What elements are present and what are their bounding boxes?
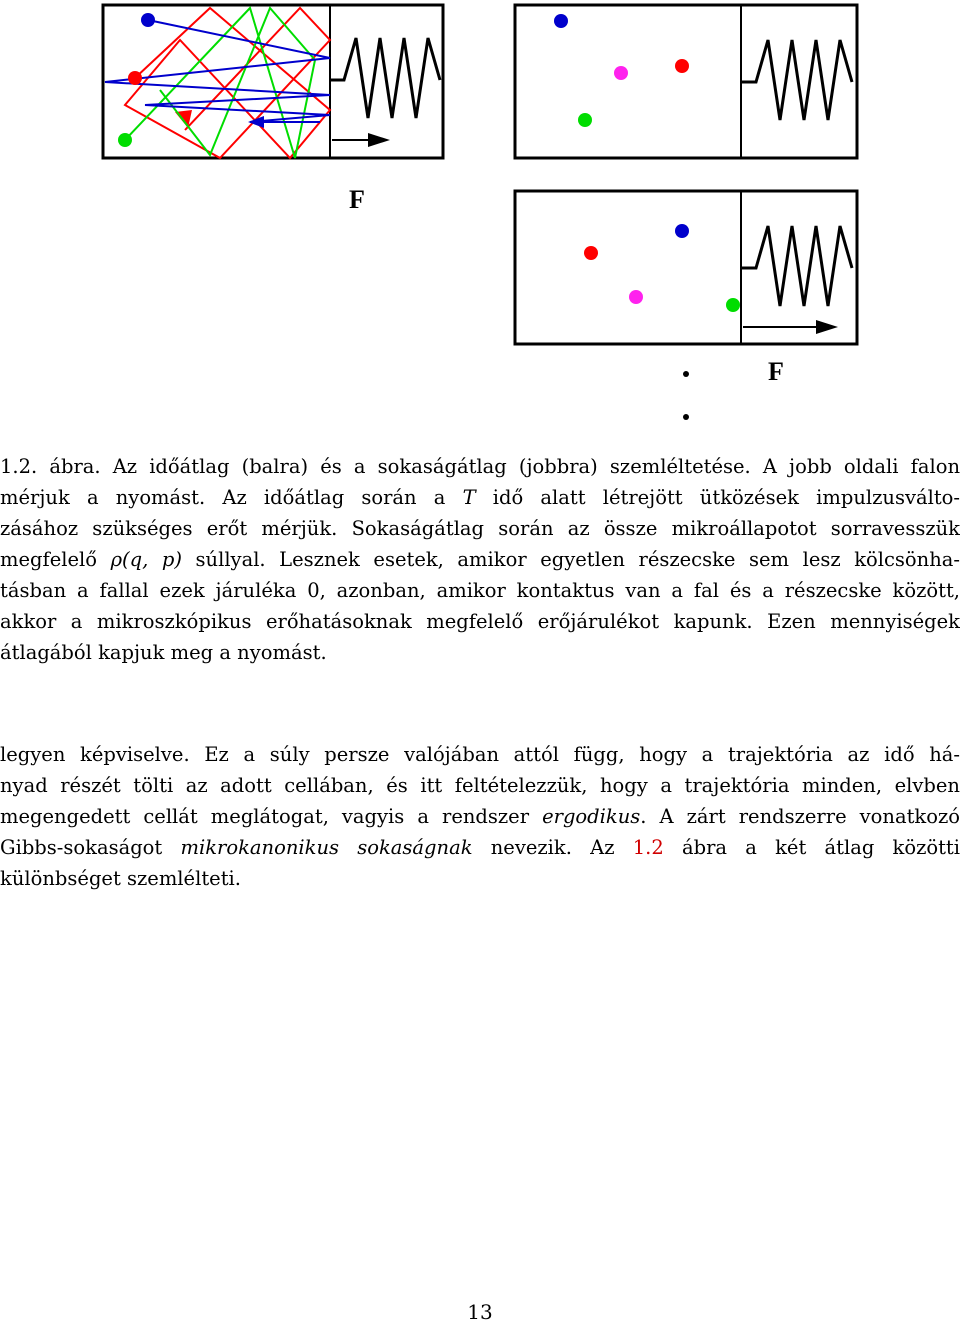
left-force-label: F (349, 185, 365, 214)
spring (330, 38, 440, 118)
blue-particle (141, 13, 155, 27)
caption-line: megfelelő ρ(q, p) súllyal. Lesznek esetek, amikor egyetlen részecske sem lesz kölcsönha- (0, 548, 960, 571)
green-particle (726, 298, 740, 312)
blue-particle (554, 14, 568, 28)
caption-line: tásban a fallal ezek járuléka 0, azonban, amikor kontaktus van a fal és a részecske között, (0, 579, 960, 602)
force-arrowhead (368, 133, 390, 147)
blue-particle (675, 224, 689, 238)
caption-line: 1.2. ábra. Az időátlag (balra) és a sokaságátlag (jobbra) szemléltetése. A jobb oldali falon (0, 455, 960, 478)
caption-line: mérjuk a nyomást. Az időátlag során a T idő alatt létrejött ütközések impulzusválto- (0, 486, 960, 509)
body-paragraph (0, 739, 960, 894)
right-force-label: F (768, 357, 784, 386)
paragraph-line: nyad részét tölti az adott cellában, és itt feltételezzük, hogy a trajektória minden, elvben (0, 774, 960, 797)
container-box (515, 191, 857, 344)
ensemble-snapshot-2 (512, 188, 860, 348)
caption-line: akkor a mikroszkópikus erőhatásoknak megfelelő erőjárulékot kapunk. Ezen mennyiségek (0, 610, 960, 633)
time-average-figure (100, 0, 446, 162)
container-box (515, 5, 857, 158)
blue-trajectory (105, 20, 330, 122)
paragraph-line: különbséget szemlélteti. (0, 867, 241, 890)
page-number: 13 (467, 1300, 493, 1324)
figure-reference-link[interactable]: 1.2 (632, 836, 664, 859)
ensemble-snapshot-1 (512, 2, 860, 162)
figure-caption (0, 451, 960, 668)
red-particle (128, 71, 142, 85)
green-particle (578, 113, 592, 127)
spring (741, 226, 852, 306)
magenta-particle (614, 66, 628, 80)
continuation-dots (680, 360, 692, 434)
caption-line: zásához szükséges erőt mérjük. Sokaságátlag során az össze mikroállapotot sorravesszük (0, 517, 960, 540)
force-arrowhead (816, 320, 838, 334)
red-particle (675, 59, 689, 73)
paragraph-line: Gibbs-sokaságot mikrokanonikus sokaságnak nevezik. Az 1.2 ábra a két átlag közötti (0, 836, 960, 859)
paragraph-line: megengedett cellát meglátogat, vagyis a rendszer ergodikus. A zárt rendszerre vonatkozó (0, 805, 960, 828)
paragraph-line: legyen képviselve. Ez a súly persze valójában attól függ, hogy a trajektória az idő há- (0, 743, 960, 766)
vertical-ellipsis-icon (680, 360, 692, 430)
green-particle (118, 133, 132, 147)
caption-line: átlagából kapjuk meg a nyomást. (0, 641, 327, 664)
red-particle (584, 246, 598, 260)
spring (741, 40, 852, 120)
magenta-particle (629, 290, 643, 304)
